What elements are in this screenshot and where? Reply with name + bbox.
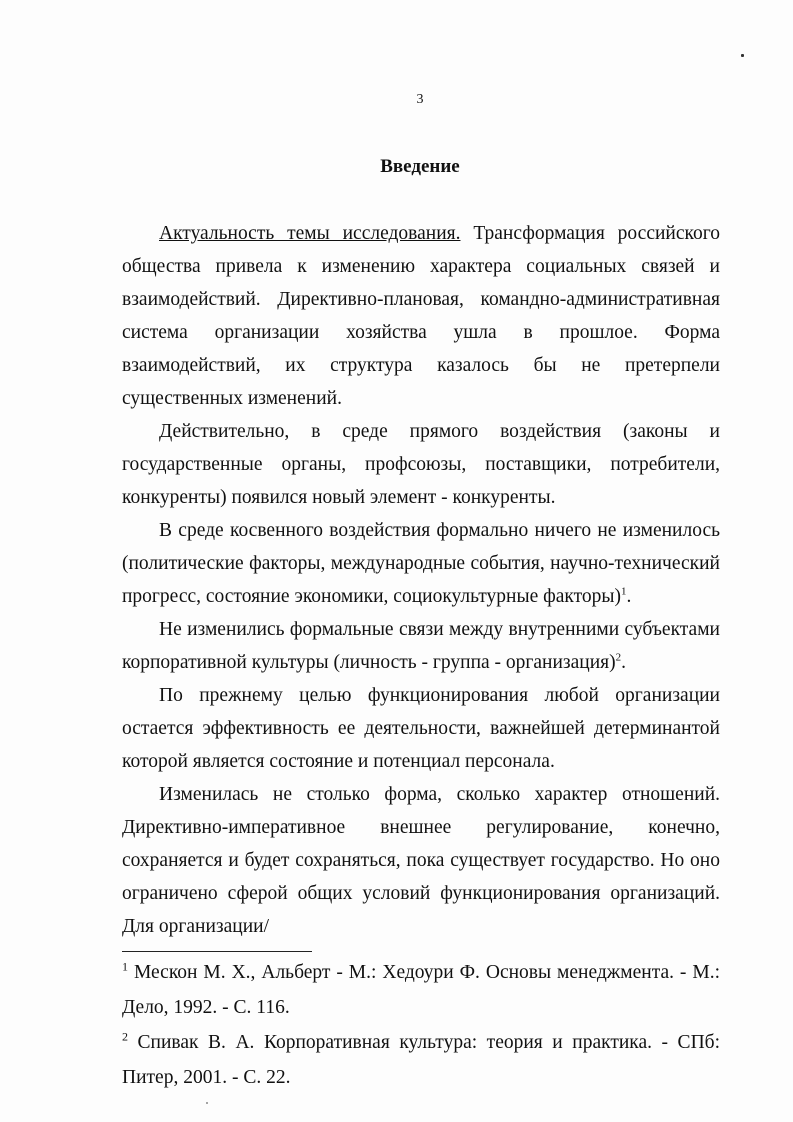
paragraph-text: Действительно, в среде прямого воздействия (законы и государственные органы, профсоюзы, поставщики, потребители, конкуренты) появился новый элемент - конкуренты.: [122, 421, 720, 508]
paragraph-direct-environment: [122, 415, 720, 514]
paragraph-indirect-environment: [122, 514, 720, 613]
footnote-ref-1: 1: [621, 585, 627, 598]
paragraph-efficiency: [122, 679, 720, 778]
body-text: [122, 217, 720, 943]
scan-speck: [741, 54, 744, 57]
footnote-divider: [122, 951, 312, 952]
paragraph-text: Не изменились формальные связи между внутренними субъектами корпоративной культуры (личность - группа - организация): [122, 619, 720, 673]
paragraph-text: По прежнему целью функционирования любой организации остается эффективность ее деятельности, важнейшей детерминантой которой является состояние и потенциал персонала.: [122, 685, 720, 772]
footnote-mark: 2: [122, 1029, 128, 1044]
paragraph-end: .: [626, 586, 632, 607]
paragraph-text: В среде косвенного воздействия формально ничего не изменилось (политические факторы, международные события, научно-технический прогресс, состояние экономики, социокультурные факторы): [122, 520, 720, 607]
paragraph-text: Изменилась не столько форма, сколько характер отношений. Директивно-императивное внешнее регулирование, конечно, сохраняется и будет сохраняться, пока существует государство. Но оно ограничено сферой общих условий функционирования организаций. Для организации/: [122, 784, 720, 937]
page-number: 3: [416, 92, 424, 107]
footnote-text: Мескон М. Х., Альберт - М.: Хедоури Ф. Основы менеджмента. - М.: Дело, 1992. - С. 116.: [122, 962, 720, 1018]
footnote-mark: 1: [122, 959, 128, 974]
paragraph-relevance: [122, 217, 720, 415]
paragraph-relations: [122, 778, 720, 943]
relevance-lead: Актуальность темы исследования.: [159, 223, 461, 244]
footnote-text: Спивак В. А. Корпоративная культура: теория и практика. - СПб: Питер, 2001. - С. 22.: [122, 1032, 720, 1088]
footnote-ref-2: 2: [615, 651, 622, 664]
footnote-2: [122, 1025, 720, 1095]
paragraph-text: Трансформация российского общества привела к изменению характера социальных связей и взаимодействий. Директивно-плановая, командно-административная система организации хозяйства ушла в прошлое. Форма взаимодействий, их структура казалось бы не претерпели существенных изменений.: [122, 223, 720, 409]
paragraph-end: .: [621, 652, 626, 673]
section-heading: Введение: [380, 156, 460, 177]
footnote-1: [122, 955, 720, 1025]
footnotes: [122, 955, 720, 1095]
paragraph-formal-links: [122, 613, 720, 679]
scan-speck: [206, 1102, 208, 1104]
